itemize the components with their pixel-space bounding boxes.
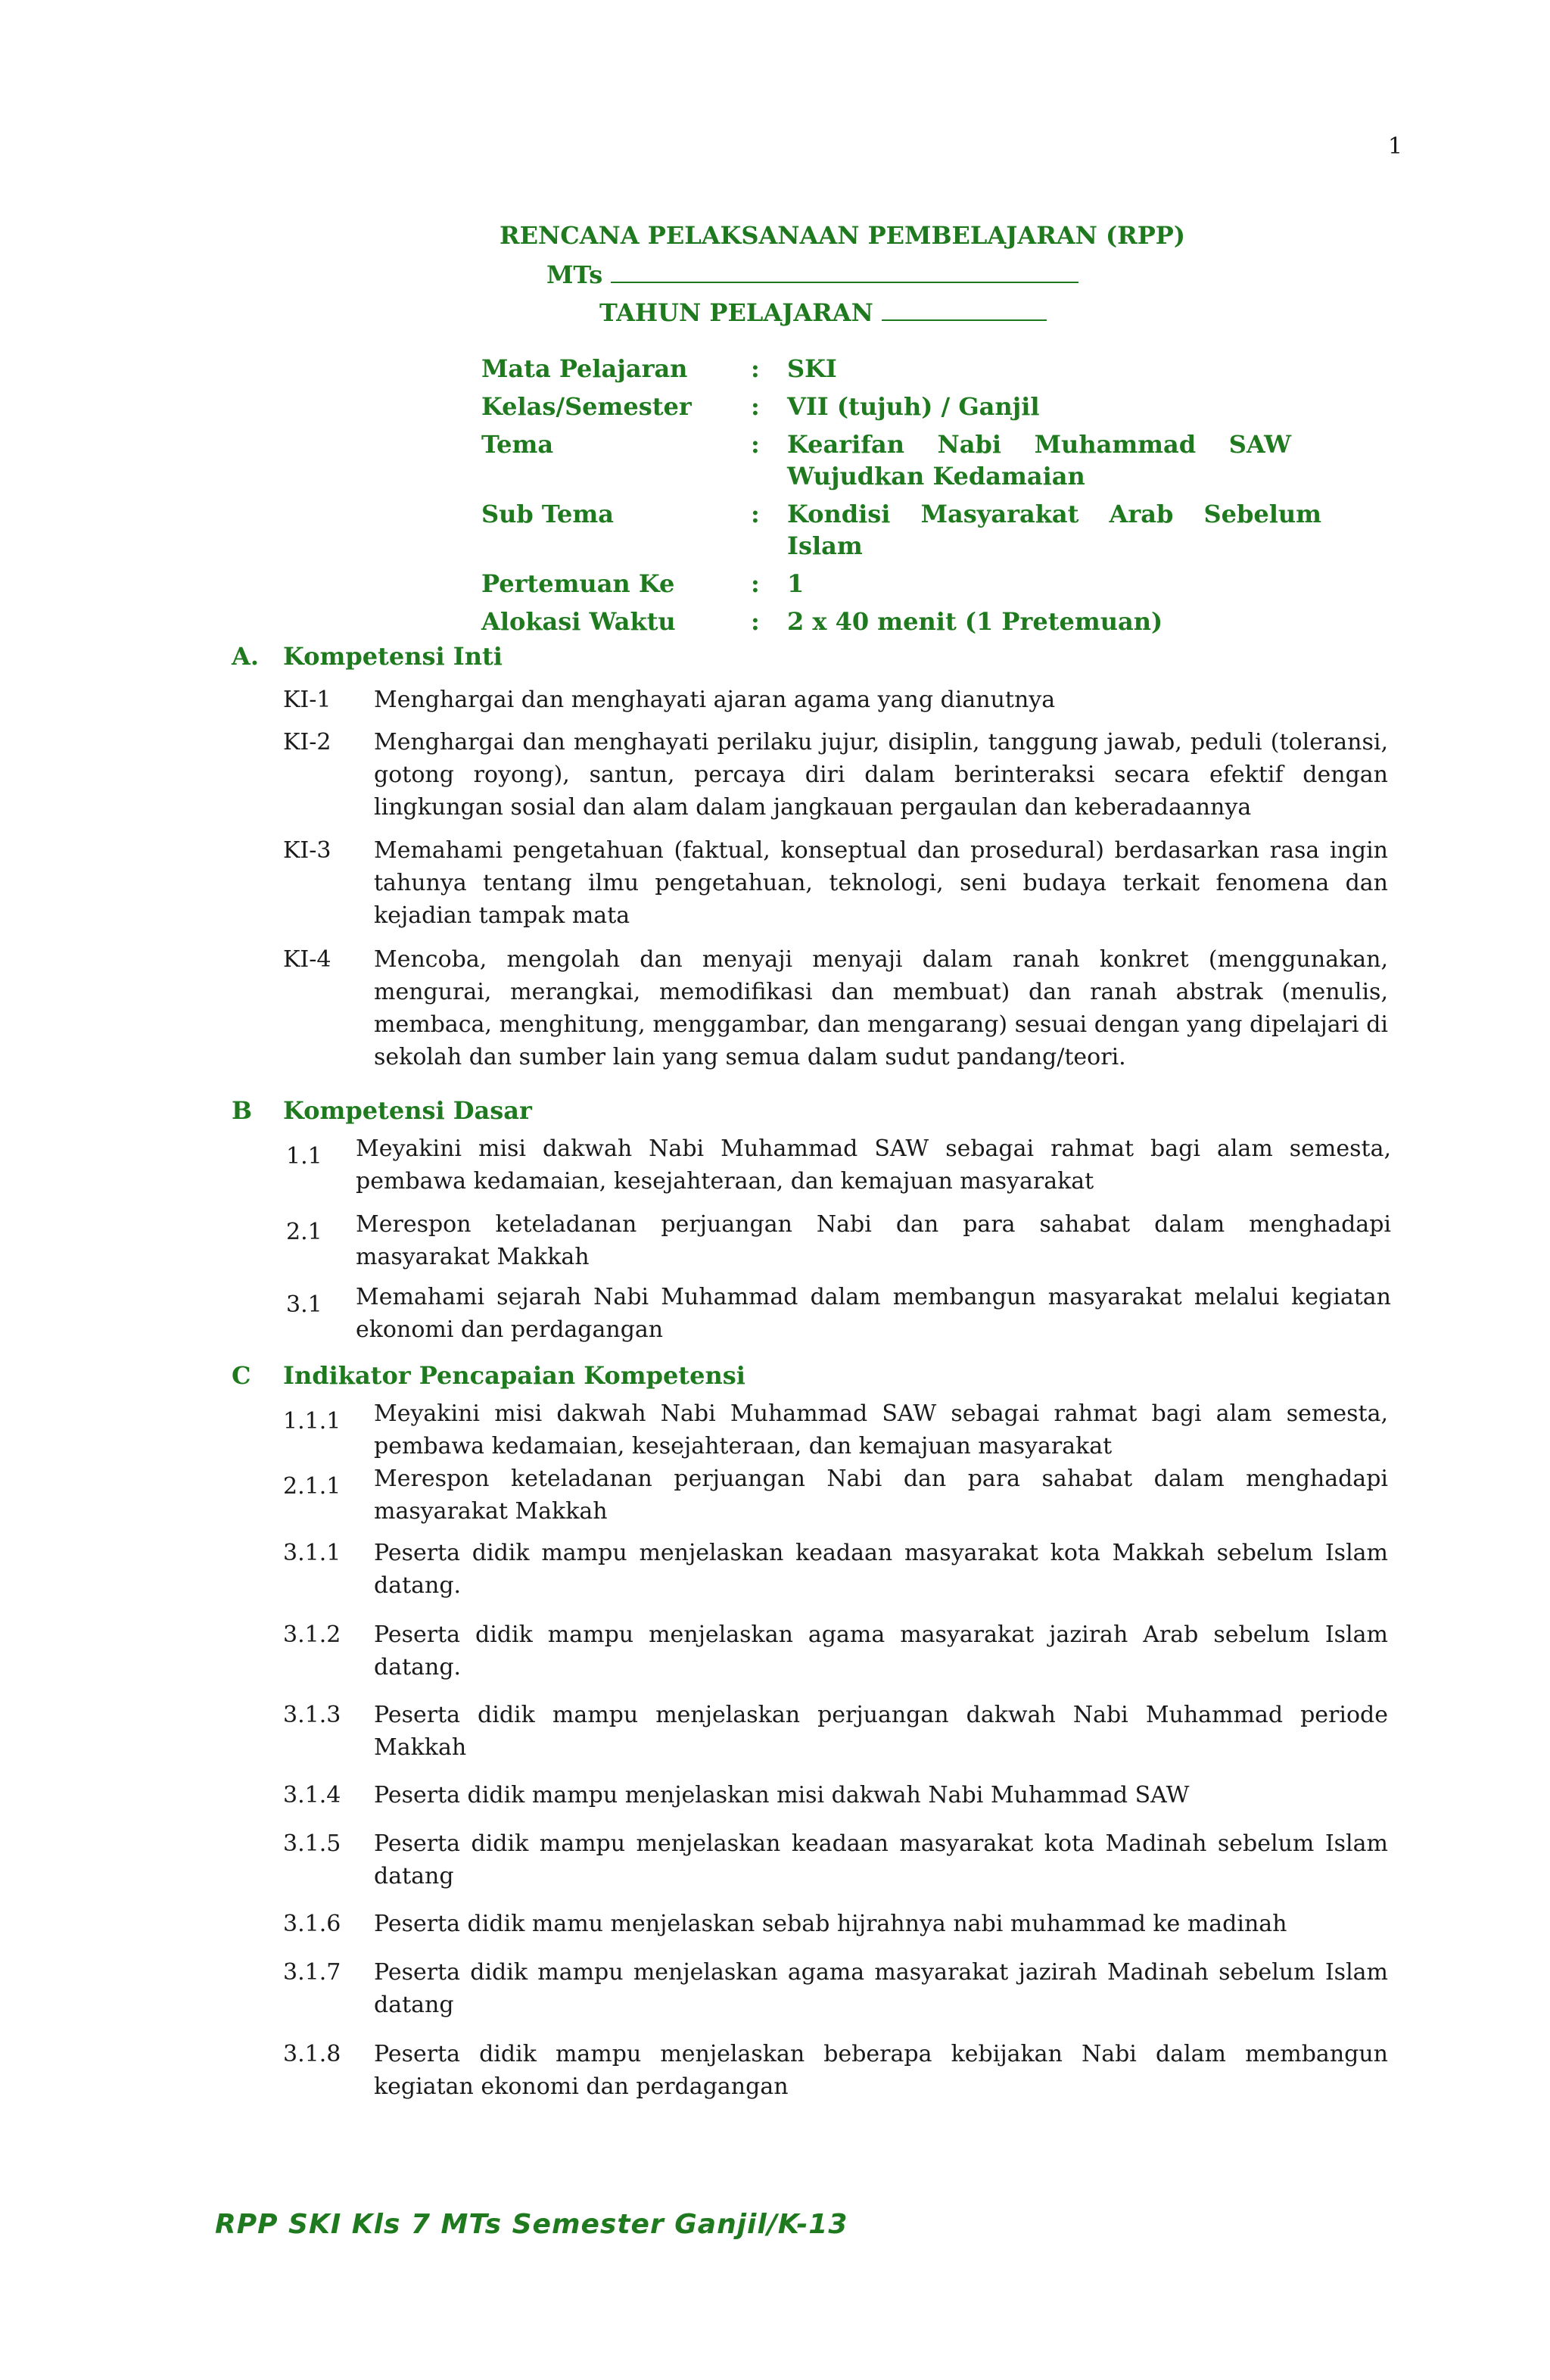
- ki-item: [283, 726, 1388, 824]
- section-letter: B: [232, 1096, 253, 1125]
- meta-label: Kelas/Semester: [481, 392, 692, 421]
- section-letter: A.: [232, 642, 259, 671]
- page-number: 1: [1388, 133, 1403, 160]
- meta-row-subtheme: [481, 498, 1321, 562]
- ki-item: [283, 834, 1388, 932]
- meta-value: SKI: [787, 354, 837, 383]
- item-text: Menghargai dan menghayati perilaku jujur, disiplin, tanggung jawab, peduli (toleransi, gotong royong), santun, percaya diri dalam berinteraksi secara efektif dengan lingkungan sosial dan alam dalam jangkauan pergaulan dan keberadaannya: [374, 729, 1388, 821]
- meta-value: VII (tujuh) / Ganjil: [787, 392, 1040, 421]
- item-text: Peserta didik mampu menjelaskan perjuangan dakwah Nabi Muhammad periode Makkah: [374, 1702, 1388, 1761]
- indicator-item: [283, 2038, 1388, 2103]
- item-text: Memahami sejarah Nabi Muhammad dalam membangun masyarakat melalui kegiatan ekonomi dan perdagangan: [356, 1284, 1391, 1343]
- item-text: Peserta didik mampu menjelaskan agama masyarakat jazirah Madinah sebelum Islam datang: [374, 1959, 1388, 2018]
- item-code: 1.1: [286, 1143, 322, 1170]
- item-text: Peserta didik mampu menjelaskan beberapa kebijakan Nabi dalam membangun kegiatan ekonomi dan perdagangan: [374, 2041, 1388, 2100]
- meta-label: Alokasi Waktu: [481, 607, 676, 636]
- meta-label: Sub Tema: [481, 500, 614, 528]
- ki-item: [283, 943, 1388, 1073]
- indicator-item: [283, 1618, 1388, 1684]
- school-name-blank: [611, 262, 1078, 283]
- meta-row-time-allocation: [481, 606, 1321, 637]
- item-code: 3.1.8: [283, 2041, 341, 2067]
- item-text: Peserta didik mampu menjelaskan keadaan masyarakat kota Makkah sebelum Islam datang.: [374, 1540, 1388, 1599]
- item-text: Merespon keteladanan perjuangan Nabi dan para sahabat dalam menghadapi masyarakat Makkah: [374, 1466, 1388, 1525]
- indicator-item: [283, 1827, 1388, 1892]
- item-code: KI-3: [283, 837, 331, 864]
- indicator-item: [283, 1699, 1388, 1764]
- item-code: KI-1: [283, 687, 331, 713]
- item-text: Mencoba, mengolah dan menyaji menyaji dalam ranah konkret (menggunakan, mengurai, merangkai, memodifikasi dan membuat) dan ranah abstrak (menulis, membaca, menghitung, menggambar, dan mengarang) sesuai dengan yang dipelajari di sekolah dan sumber lain yang semua dalam sudut pandang/teori.: [374, 946, 1388, 1070]
- item-text: Meyakini misi dakwah Nabi Muhammad SAW sebagai rahmat bagi alam semesta, pembawa kedamaian, kesejahteraan, dan kemajuan masyarakat: [374, 1400, 1388, 1459]
- meta-value: 1: [787, 569, 805, 598]
- item-code: 1.1.1: [283, 1408, 341, 1435]
- kd-item: [286, 1132, 1391, 1198]
- item-code: 3.1.1: [283, 1540, 341, 1566]
- indicator-item: [283, 1779, 1388, 1811]
- indicator-item: [283, 1463, 1388, 1528]
- item-text: Peserta didik mampu menjelaskan keadaan masyarakat kota Madinah sebelum Islam datang: [374, 1830, 1388, 1889]
- meta-value: 2 x 40 menit (1 Pretemuan): [787, 607, 1163, 636]
- indicator-item: [283, 1397, 1388, 1463]
- item-code: KI-2: [283, 729, 331, 755]
- item-code: 3.1.5: [283, 1830, 341, 1857]
- meta-colon: :: [751, 354, 760, 383]
- kd-item: [286, 1281, 1391, 1346]
- meta-row-theme: [481, 428, 1321, 492]
- section-title: Kompetensi Dasar: [283, 1096, 532, 1125]
- meta-label: Mata Pelajaran: [481, 354, 688, 383]
- indicator-item: [283, 1537, 1388, 1602]
- item-text: Menghargai dan menghayati ajaran agama yang dianutnya: [374, 687, 1056, 713]
- page-footer: RPP SKI Kls 7 MTs Semester Ganjil/K-13: [215, 2209, 848, 2240]
- year-label: TAHUN PELAJARAN: [599, 298, 873, 327]
- section-letter: C: [232, 1361, 251, 1390]
- item-code: 3.1.6: [283, 1911, 341, 1937]
- item-text: Peserta didik mamu menjelaskan sebab hijrahnya nabi muhammad ke madinah: [374, 1911, 1287, 1937]
- item-text: Peserta didik mampu menjelaskan misi dakwah Nabi Muhammad SAW: [374, 1782, 1190, 1808]
- meta-value: Kondisi Masyarakat Arab Sebelum Islam: [787, 500, 1321, 560]
- meta-colon: :: [751, 430, 760, 459]
- meta-value: Kearifan Nabi Muhammad SAW Wujudkan Kedamaian: [787, 430, 1291, 491]
- section-title: Kompetensi Inti: [283, 642, 503, 671]
- item-code: 2.1: [286, 1219, 322, 1245]
- meta-row-meeting: [481, 568, 1321, 600]
- item-text: Merespon keteladanan perjuangan Nabi dan para sahabat dalam menghadapi masyarakat Makkah: [356, 1211, 1391, 1270]
- document-title: RENCANA PELAKSANAAN PEMBELAJARAN (RPP): [500, 221, 1185, 250]
- item-code: 2.1.1: [283, 1473, 341, 1500]
- meta-row-subject: [481, 353, 1321, 385]
- meta-label: Pertemuan Ke: [481, 569, 675, 598]
- year-blank: [882, 300, 1047, 321]
- item-code: 3.1: [286, 1291, 322, 1318]
- item-code: 3.1.7: [283, 1959, 341, 1986]
- item-text: Meyakini misi dakwah Nabi Muhammad SAW sebagai rahmat bagi alam semesta, pembawa kedamaian, kesejahteraan, dan kemajuan masyarakat: [356, 1135, 1391, 1195]
- meta-colon: :: [751, 500, 760, 528]
- meta-colon: :: [751, 392, 760, 421]
- meta-row-class-semester: [481, 391, 1321, 422]
- indicator-item: [283, 1908, 1388, 1940]
- meta-colon: :: [751, 569, 760, 598]
- item-code: 3.1.2: [283, 1621, 341, 1648]
- meta-colon: :: [751, 607, 760, 636]
- item-code: KI-4: [283, 946, 331, 973]
- kd-item: [286, 1208, 1391, 1273]
- indicator-item: [283, 1956, 1388, 2021]
- section-title: Indikator Pencapaian Kompetensi: [283, 1361, 745, 1390]
- school-label: MTs: [546, 260, 603, 289]
- school-line: [546, 260, 1078, 289]
- item-code: 3.1.3: [283, 1702, 341, 1728]
- item-code: 3.1.4: [283, 1782, 341, 1808]
- ki-item: [283, 684, 1388, 716]
- year-line: [599, 298, 1047, 327]
- item-text: Memahami pengetahuan (faktual, konseptual dan prosedural) berdasarkan rasa ingin tahunya tentang ilmu pengetahuan, teknologi, seni budaya terkait fenomena dan kejadian tampak mata: [374, 837, 1388, 929]
- meta-label: Tema: [481, 430, 554, 459]
- item-text: Peserta didik mampu menjelaskan agama masyarakat jazirah Arab sebelum Islam datang.: [374, 1621, 1388, 1681]
- lesson-info-table: [481, 353, 1321, 643]
